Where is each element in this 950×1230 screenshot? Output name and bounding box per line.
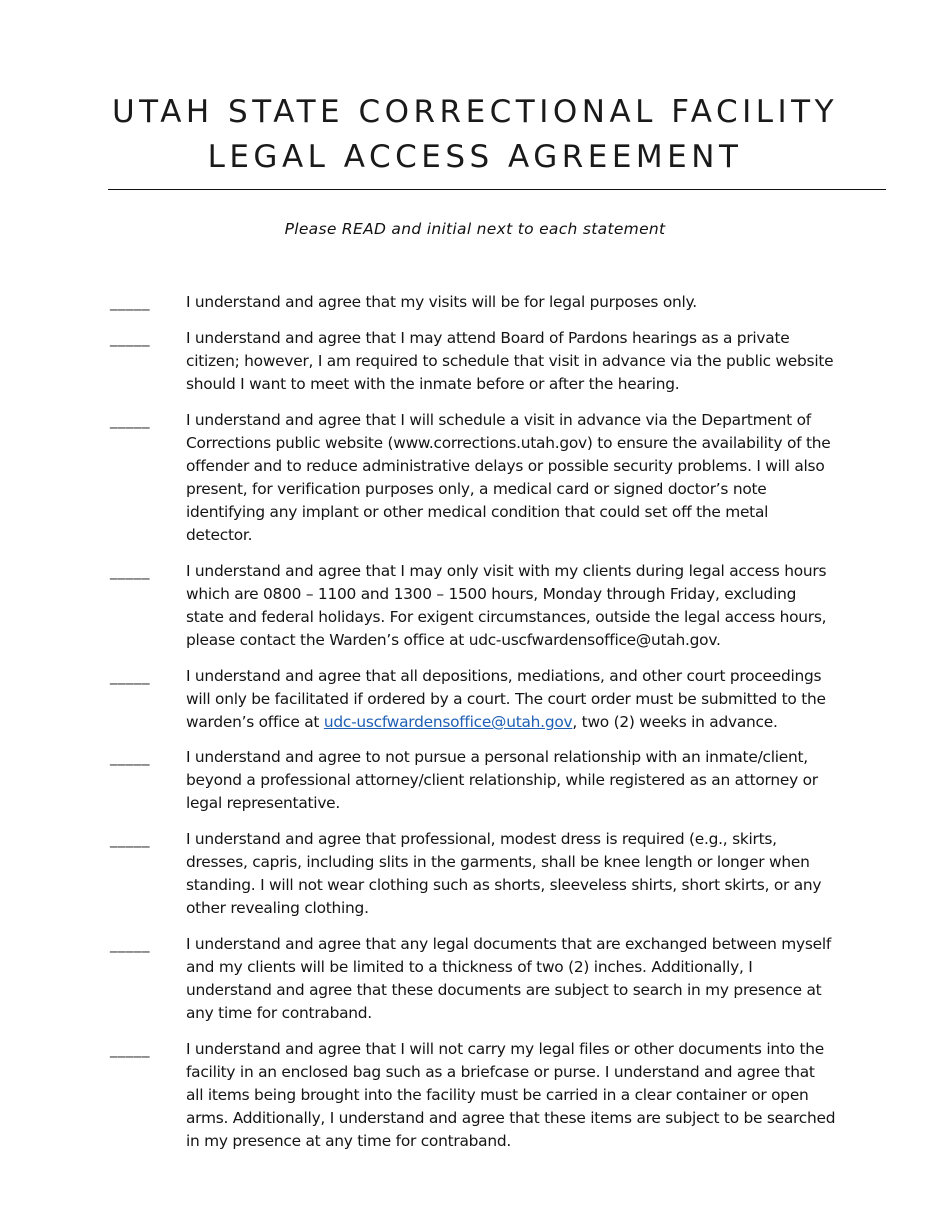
document-subtitle: LEGAL ACCESS AGREEMENT <box>207 139 743 175</box>
statement-text: I understand and agree that my visits will be for legal purposes only. <box>186 293 697 311</box>
initial-blank[interactable]: _____ <box>110 329 150 347</box>
statement-text: I understand and agree that I may attend Board of Pardons hearings as a private citizen; however, I am required to schedule that visit in advance via the public website should I want to meet with the inmate before or after the hearing. <box>186 329 834 394</box>
initial-blank[interactable]: _____ <box>110 411 150 429</box>
instruction-text: Please READ and initial next to each statement <box>284 220 666 238</box>
document-title: UTAH STATE CORRECTIONAL FACILITY <box>111 94 839 130</box>
statement-text: I understand and agree that professional, modest dress is required (e.g., skirts, dresses, capris, including slits in the garments, shall be knee length or longer when standing. I will not wear clothing such as shorts, sleeveless shirts, short skirts, or any other revealing clothing. <box>186 830 822 918</box>
statement-text: I understand and agree that I may only visit with my clients during legal access hours which are 0800 – 1100 and 1300 – 1500 hours, Monday through Friday, excluding state and federal holidays. For exigent circumstances, outside the legal access hours, please contact the Warden’s office at udc-uscfwardensoffice@utah.gov. <box>186 562 827 650</box>
statement-text <box>186 665 836 734</box>
initial-blank[interactable]: _____ <box>110 667 150 685</box>
initial-blank[interactable]: _____ <box>110 293 150 311</box>
statement-text: I understand and agree that I will not carry my legal files or other documents into the facility in an enclosed bag such as a briefcase or purse. I understand and agree that all items being brought into the facility must be carried in a clear container or open arms. Additionally, I understand and agree that these items are subject to be searched in my presence at any time for contraband. <box>186 1040 836 1151</box>
initial-blank[interactable]: _____ <box>110 830 150 848</box>
statement-text-before-link: I understand and agree that all depositions, mediations, and other court proceedings will only be facilitated if ordered by a court. The court order must be submitted to the warden’s office at <box>186 667 826 732</box>
statement-text: I understand and agree that I will schedule a visit in advance via the Department of Corrections public website (www.corrections.utah.gov) to ensure the availability of the offender and to reduce administrative delays or possible security problems. I will also present, for verification purposes only, a medical card or signed doctor’s note identifying any implant or other medical condition that could set off the metal detector. <box>186 411 831 545</box>
initial-blank[interactable]: _____ <box>110 1040 150 1058</box>
initial-blank[interactable]: _____ <box>110 562 150 580</box>
statement-text: I understand and agree that any legal documents that are exchanged between myself and my clients will be limited to a thickness of two (2) inches. Additionally, I understand and agree that these documents are subject to search in my presence at any time for contraband. <box>186 935 832 1023</box>
statement-text-after-link: , two (2) weeks in advance. <box>572 713 778 732</box>
statement-text: I understand and agree to not pursue a personal relationship with an inmate/client, beyond a professional attorney/client relationship, while registered as an attorney or legal representative. <box>186 748 818 813</box>
warden-email-link[interactable]: udc-uscfwardensoffice@utah.gov <box>323 713 573 732</box>
initial-blank[interactable]: _____ <box>110 748 150 766</box>
initial-blank[interactable]: _____ <box>110 935 150 953</box>
title-divider <box>108 189 886 190</box>
